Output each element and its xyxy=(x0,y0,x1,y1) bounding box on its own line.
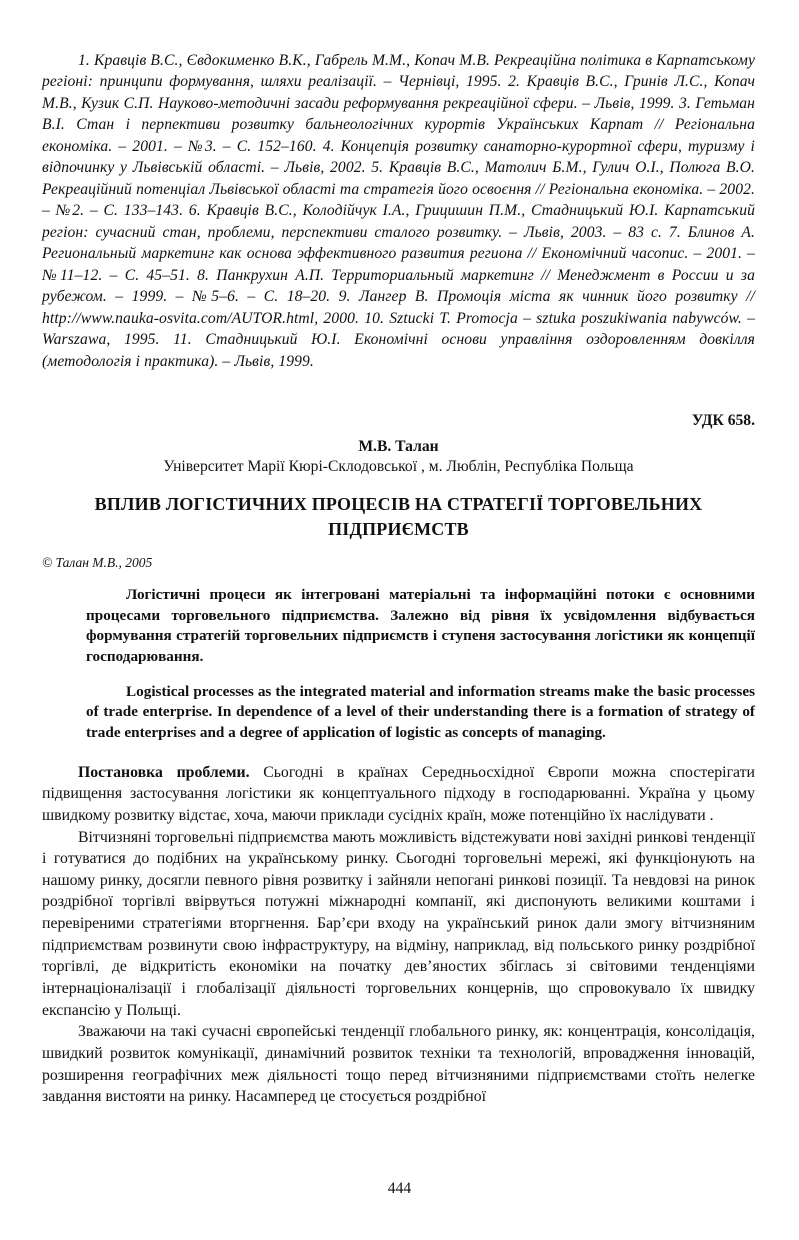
paragraph-domestic-enterprises: Вітчизняні торговельні підприємства мають можливість відстежувати нові західні ринкові тенденції і готуватися до подібних на українському ринку. Сьогодні торговельні мережі, які функціонують на нашому ринку, досягли певного рівня розвитку і зайняли непогані ринкові позиції. Та невдовзі на ринок роздрібної торгівлі ввірвуться потужні міжнародні компанії, які диспонують великими коштами і перевіреними стратегіями вторгнення. Бар’єри входу на український ринок дали змогу вітчизняним підприємствам розвинути свою інфраструктуру, на відміну, наприклад, від польського ринку роздрібної торгівлі, де відкритість економіки на початку дев’яностих збіглась зі світовими тенденціями інтернаціоналізації і глобалізації діяльності торговельних концернів, що спровокувало їх швидку експансію у Польщі. xyxy=(42,828,755,1019)
page-number: 444 xyxy=(387,1180,412,1197)
paragraph-lead: Постановка проблеми. xyxy=(78,763,250,781)
paragraph-european-tendencies: Зважаючи на такі сучасні європейські тенденції глобального ринку, як: концентрація, консолідація, швидкий розвиток комунікації, динамічний розвиток техніки та технологій, впровадження інновацій, розширення географічних меж діяльності тощо перед вітчизняними підприємствами стоїть нелегке завдання вистояти на ринку. Насамперед це стосується роздрібної xyxy=(42,1023,755,1106)
abstract-english: Logistical processes as the integrated material and information streams make the basic processes of trade enterprise. In dependence of a level of their understanding there is a formation of strategy of trade enterprises and a degree of application of logistic as concepts of managing. xyxy=(86,682,755,741)
author-affiliation: Університет Марії Кюрі-Склодовської , м. Люблін, Республіка Польща xyxy=(163,458,634,476)
paragraph-text: Сьогодні в країнах Середньосхідної Європи можна спостерігати підвищення застосування логістики як концептуального підходу в господарюванні. Україна у цьому швидкому розвитку відстає, хоча, маючи приклади сусідніх країн, може потенційно їх наслідувати . xyxy=(42,763,756,824)
copyright-note: © Талан М.В., 2005 xyxy=(42,554,153,570)
references-block: 1. Кравців В.С., Євдокименко В.К., Габрель М.М., Копач М.В. Рекреаційна політика в Карпатському регіоні: принципи формування, шляхи реалізації. – Чернівці, 1995. 2. Кравців В.С., Гринів Л.С., Копач М.В., Кузик С.П. Науково-методичні засади реформування рекреаційної сфери. – Львів, 1999. 3. Гетьман В.І. Стан і перпективи розвитку бальнеологічних курортів Українських Карпат // Регіональна економіка. – 2001. – №3. – С. 152–160. 4. Концепція розвитку санаторно-курортної сфери, туризму і відпочинку у Львівській області. – Львів, 2002. 5. Кравців В.С., Матолич Б.М., Гулич О.І., Полюга В.О. Рекреаційний потенціал Львівської області та стратегія його освоєння // Регіональна економіка. – 2002. – №2. – С. 133–143. 6. Кравців В.С., Колодійчук І.А., Грицишин П.М., Стадницький Ю.І. Карпатський регіон: сучасний стан, проблеми, перспективи сталого розвитку. – Львів, 2003. – 83 с. 7. Блинов А. Региональный маркетинг как основа эффективного развития региона // Економічний часопис. – 2001. – №11–12. – С. 45–51. 8. Панкрухин А.П. Территориальный маркетинг // Менеджмент в России и за рубежом. – 1999. – №5–6. – С. 18–20. 9. Лангер В. Промоція міста як чинник його розвитку // http://www.nauka-osvita.com/AUTOR.html, 2000. 10. Sztucki T. Promocja – sztuka poszukiwania nabywców. – Warszawa, 1995. 11. Стадницький Ю.І. Економічні основи управління оздоровленням довкілля (методологія і практика). – Львів, 1999. xyxy=(42,51,755,370)
author-name: М.В. Талан xyxy=(358,438,439,456)
paper-title: ВПЛИВ ЛОГІСТИЧНИХ ПРОЦЕСІВ НА СТРАТЕГІЇ ТОРГОВЕЛЬНИХ ПІДПРИЄМСТВ xyxy=(94,494,703,539)
paragraph-problem-statement xyxy=(42,762,755,827)
abstract-ukrainian: Логістичні процеси як інтегровані матеріальні та інформаційні потоки є основними процесами торговельного підприємства. Залежно від рівня їх усвідомлення відбувається формування стратегій торговельних підприємств і ступеня застосування логістики як концепції господарювання. xyxy=(86,585,755,665)
udk-label: УДК 658. xyxy=(691,412,755,430)
